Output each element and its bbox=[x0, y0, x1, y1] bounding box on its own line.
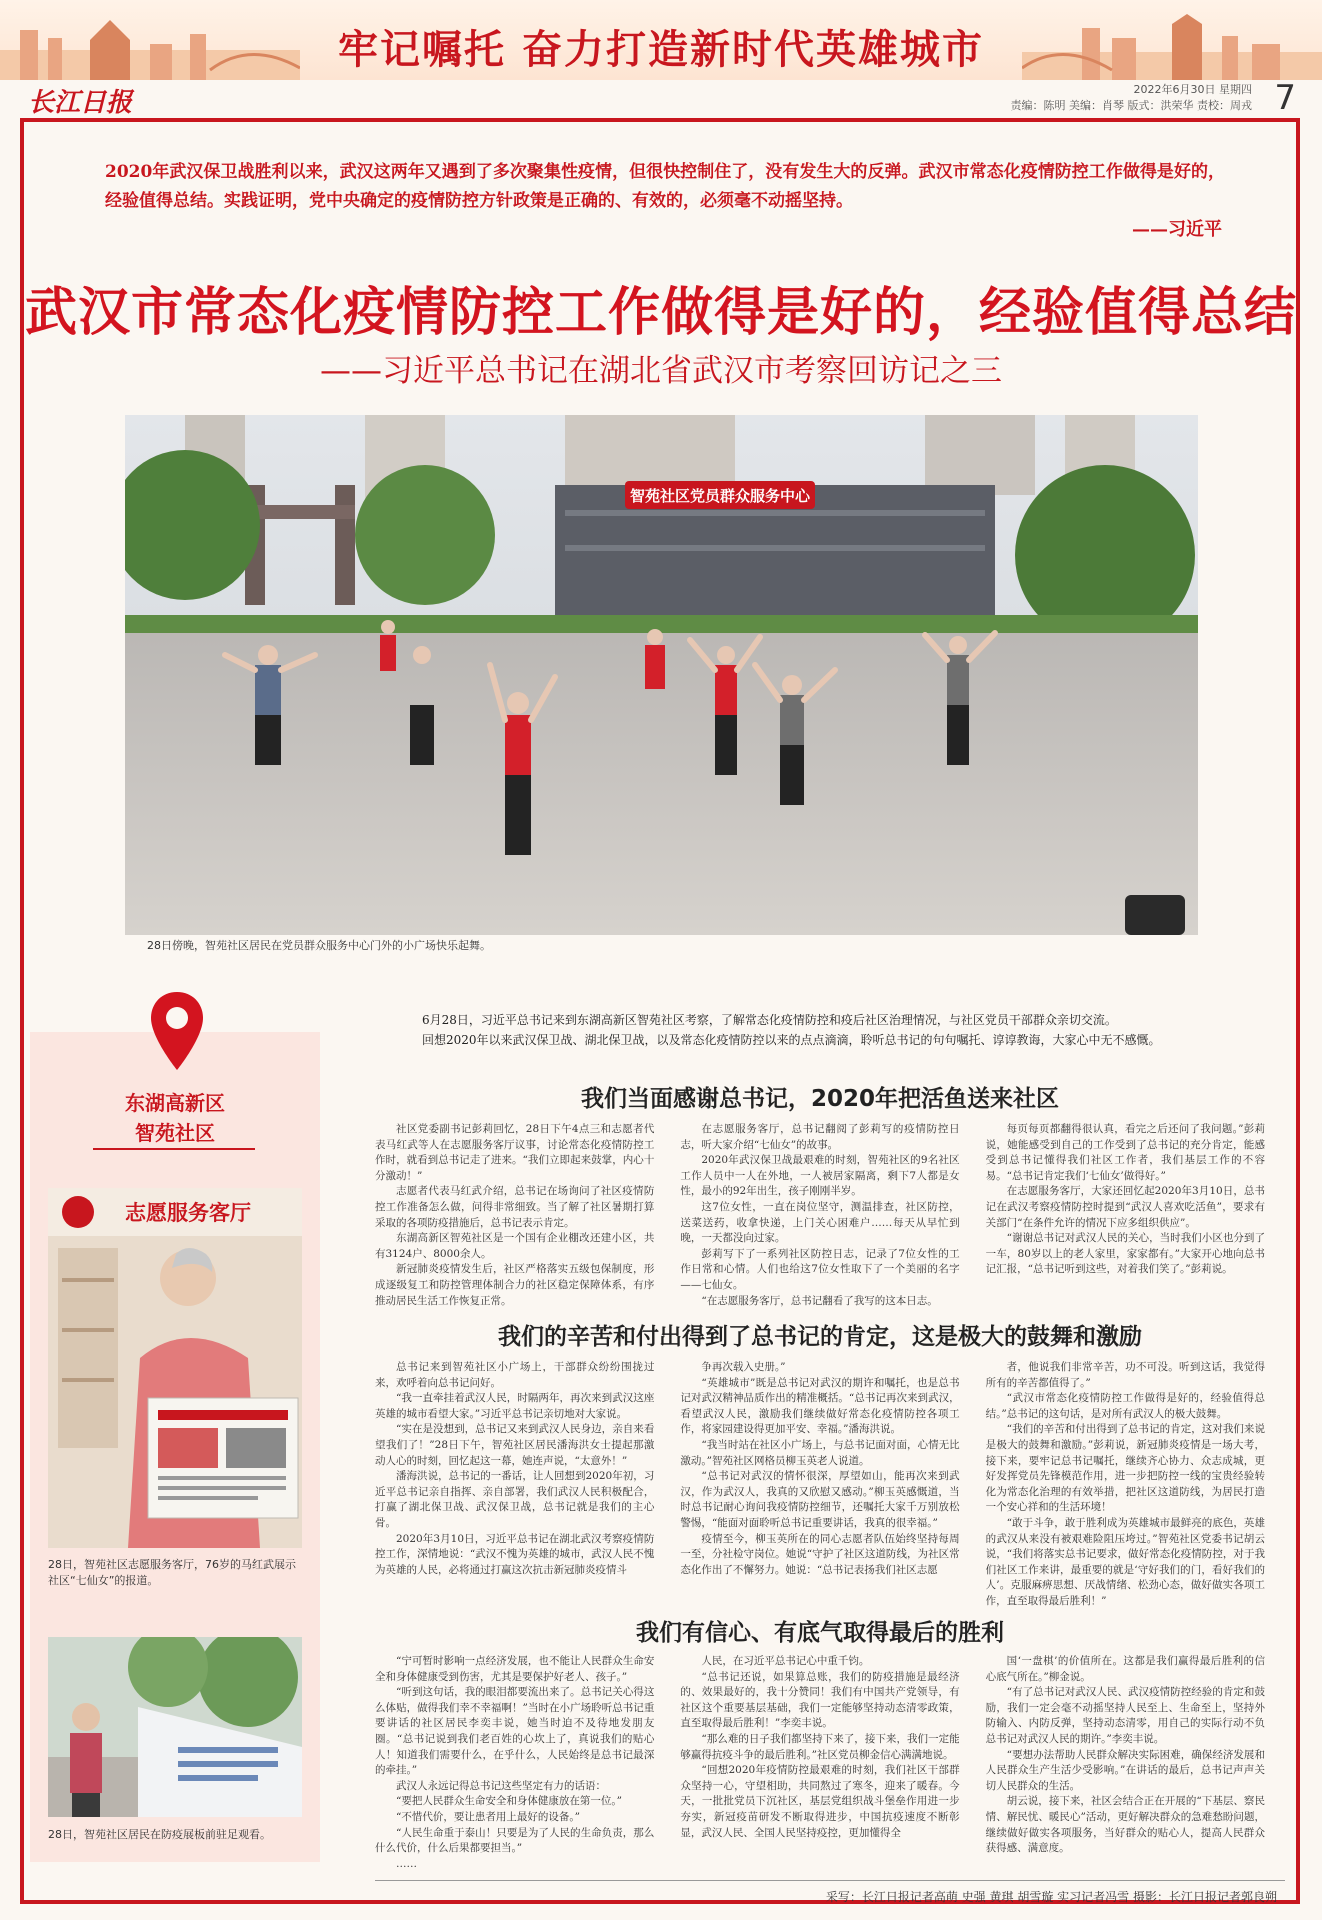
photo-volunteer-with-newspaper bbox=[48, 1188, 302, 1548]
main-photo-caption: 28日傍晚，智苑社区居民在党员群众服务中心门外的小广场快乐起舞。 bbox=[147, 939, 491, 952]
paragraph: 潘海洪说，总书记的一番话，让人回想到2020年初，习近平总书记亲自指挥、亲自部署，我们武汉人民积极配合，打赢了湖北保卫战、武汉保卫战，总书记就是我们的主心骨。 bbox=[375, 1470, 655, 1529]
page-number: 7 bbox=[1274, 78, 1296, 118]
paragraph: 胡云说，接下来，社区会结合正在开展的“下基层、察民情、解民忧、暖民心”活动，更好解决群众的急难愁盼问题，继续做好做实各项服务，当好群众的贴心人，提高人民群众获得感、满意度。 bbox=[985, 1795, 1265, 1855]
photo1-caption: 28日，智苑社区志愿服务客厅，76岁的马红武展示社区“七仙女”的报道。 bbox=[48, 1558, 296, 1587]
paragraph: “武汉市常态化疫情防控工作做得是好的，经验值得总结。”总书记的这句话，是对所有武汉人的极大鼓舞。 bbox=[985, 1392, 1265, 1420]
paragraph: 这7位女性，一直在岗位坚守，测温排查，社区防控，送菜送药，收拿快递，上门关心困难户……每天从早忙到晚，一天都没向过家。 bbox=[680, 1200, 960, 1245]
paragraph: “英雄城市”既是总书记对武汉的期许和嘱托，也是总书记对武汉精神品质作出的精准概括。“总书记再次来到武汉，看望武汉人民，激励我们继续做好常态化疫情防控各项工作，将家园建设得更加平安、幸福。”潘海洪说。 bbox=[680, 1376, 960, 1436]
paragraph: 彭莉写下了一系列社区防控日志，记录了7位女性的工作日常和心情。人们也给这7位女性取下了一个美丽的名字——七仙女。 bbox=[680, 1247, 960, 1291]
photo-residents-at-display-board bbox=[48, 1637, 302, 1817]
paragraph: “在志愿服务客厅，总书记翻看了我写的这本日志。 bbox=[701, 1294, 938, 1307]
issue-date: 2022年6月30日 星期四 bbox=[1133, 83, 1252, 96]
lead-paragraph: 6月28日，习近平总书记来到东湖高新区智苑社区考察，了解常态化疫情防控和疫后社区治理情况，与社区党员干部群众亲切交流。 bbox=[422, 1013, 1117, 1027]
paragraph: 人民，在习近平总书记心中重千钧。 bbox=[701, 1655, 870, 1667]
paragraph: 2020年武汉保卫战最艰难的时刻，智苑社区的9名社区工作人员中一人在外地，一人被居家隔离，剩下7人都是女性，最小的92年出生，孩子刚刚半岁。 bbox=[680, 1154, 960, 1198]
text-column bbox=[680, 1360, 959, 1610]
article-lead bbox=[398, 1010, 1268, 1050]
paragraph: 者，他说我们非常辛苦，功不可没。听到这话，我觉得所有的辛苦都值得了。” bbox=[985, 1361, 1265, 1389]
paragraph: “要把人民群众生命安全和身体健康放在第一位。” bbox=[396, 1795, 622, 1808]
section-body bbox=[375, 1122, 1265, 1309]
paragraph: “我一直牵挂着武汉人民，时隔两年，再次来到武汉这座英雄的城市看望大家。”习近平总书记亲切地对大家说。 bbox=[375, 1392, 655, 1420]
paragraph: 疫情至今，柳玉英所在的同心志愿者队伍始终坚持每周一至，分社检守岗位。她说“守护了社区这道防线，为社区常态化作出了不懈努力。她说：“总书记表扬我们社区志愿 bbox=[680, 1532, 960, 1576]
location-community: 智苑社区 bbox=[135, 1121, 215, 1145]
paragraph: 2020年3月10日，习近平总书记在湖北武汉考察疫情防控工作，深情地说：“武汉不愧为英雄的城市，武汉人民不愧为英雄的人民，必将通过打赢这次抗击新冠肺炎疫情斗 bbox=[375, 1532, 655, 1576]
paragraph: “那么难的日子我们都坚持下来了，接下来，我们一定能够赢得抗疫斗争的最后胜利。”社区党员柳金信心满满地说。 bbox=[680, 1732, 960, 1761]
headline: 武汉市常态化疫情防控工作做得是好的，经验值得总结 bbox=[24, 283, 1297, 343]
text-column bbox=[680, 1122, 959, 1309]
text-column bbox=[375, 1122, 654, 1309]
paragraph: “实在是没想到，总书记又来到武汉人民身边，亲自来看望我们了！”28日下午，智苑社区居民潘海洪女士提起那激动人心的时刻，回忆起这一幕，她连声说，“太意外！” bbox=[375, 1423, 655, 1467]
issue-meta bbox=[1011, 82, 1253, 114]
footer-divider bbox=[375, 1880, 1285, 1881]
paragraph: 每页每页都翻得很认真，看完之后还问了我问题。”彭莉说，她能感受到自己的工作受到了总书记的充分肯定，能感受到总书记懂得我们社区工作者，我们基层工作的不容易。“总书记肯定我们‘七仙女’做得好。” bbox=[985, 1123, 1265, 1182]
paragraph: “回想2020年疫情防控最艰难的时刻，我们社区干部群众坚持一心，守望相助，共同熬过了寒冬，迎来了暖春。今天，一批批党员下沉社区，基层党组织战斗堡垒作用进一步夯实，新冠疫苗研发不断取得进步，中国抗疫速度不断彰显，武汉人民、全国人民坚持疫控，更加懂得全 bbox=[680, 1764, 960, 1839]
location-district: 东湖高新区 bbox=[125, 1091, 225, 1115]
top-banner bbox=[0, 0, 1322, 80]
location-name bbox=[30, 1088, 320, 1148]
lead-paragraph: 回想2020年以来武汉保卫战、湖北保卫战，以及常态化疫情防控以来的点点滴滴，聆听总书记的句句嘱托、谆谆教诲，大家心中无不感慨。 bbox=[422, 1033, 1161, 1047]
editor-credits: 责编：陈明 美编：肖琴 版式：洪荣华 责校：周戎 bbox=[1010, 99, 1252, 112]
paragraph: 在志愿服务客厅，大家还回忆起2020年3月10日，总书记在武汉考察疫情防控时提到“武汉人喜欢吃活鱼”，要求有关部门“在条件允许的情况下应多组织供应”。 bbox=[985, 1185, 1265, 1229]
section-body bbox=[375, 1654, 1265, 1872]
section-title: 我们当面感谢总书记，2020年把活鱼送来社区 bbox=[580, 1086, 1059, 1112]
paragraph: “听到这句话，我的眼泪都要流出来了。总书记关心得这么体贴，做得我们幸不幸福啊！”当时在小广场聆听总书记重要讲话的社区居民李奕丰说，她当时迫不及待地发朋友圈。“总书记说到我们老百姓的心坎上了，真说我们的贴心人！知道我们需要什么，在乎什么，人民始终是总书记最深的牵挂。” bbox=[375, 1686, 655, 1777]
volunteer-room-sign: 志愿服务客厅 bbox=[125, 1200, 251, 1225]
paragraph: 东湖高新区智苑社区是一个国有企业棚改还建小区，共有3124户、8000余人。 bbox=[375, 1232, 655, 1260]
community-center-sign: 智苑社区党员群众服务中心 bbox=[629, 487, 811, 505]
paragraph: “人民生命重于泰山！只要是为了人民的生命负责，那么什么代价，什么后果都要担当。” bbox=[375, 1826, 655, 1855]
paragraph: “有了总书记对武汉人民、武汉疫情防控经验的肯定和鼓励，我们一定会毫不动摇坚持人民至上、生命至上，坚持外防输入、内防反弹，坚持动态清零，用自己的实际行动不负总书记对武汉人民的期许。”李奕丰说。 bbox=[985, 1686, 1265, 1745]
paragraph: 志愿者代表马红武介绍，总书记在场询问了社区疫情防控工作准备怎么做，问得非常细致。当了解了社区暑期打算采取的各项防疫措施后，总书记表示肯定。 bbox=[375, 1185, 655, 1229]
paragraph: 总书记来到智苑社区小广场上，干部群众纷纷围拢过来，欢呼着向总书记问好。 bbox=[375, 1361, 655, 1389]
paragraph: “不惜代价，要让患者用上最好的设备。” bbox=[396, 1810, 580, 1823]
paragraph: 在志愿服务客厅，总书记翻阅了彭莉写的疫情防控日志，听大家介绍“七仙女”的故事。 bbox=[680, 1123, 960, 1151]
location-underline bbox=[93, 1148, 255, 1150]
paragraph: …… bbox=[396, 1857, 417, 1870]
section-body bbox=[375, 1360, 1265, 1610]
paragraph: “总书记对武汉的情怀很深，厚望如山，能再次来到武汉，作为武汉人，我真的又欣慰又感动。”柳玉英感慨道，当时总书记耐心询问我疫情防控细节，还嘱托大家千万别放松警惕，“能面对面聆听总书记重要讲话，我真的很幸福。” bbox=[680, 1470, 960, 1529]
photo2-caption: 28日，智苑社区居民在防疫展板前驻足观看。 bbox=[48, 1828, 271, 1841]
main-photo-residents-dancing bbox=[125, 415, 1198, 935]
paragraph: 国‘一盘棋’的价值所在。这都是我们赢得最后胜利的信心底气所在。”柳金说。 bbox=[985, 1655, 1265, 1683]
subheadline: ——习近平总书记在湖北省武汉市考察回访记之三 bbox=[320, 353, 1002, 389]
newspaper-logo: 长江日报 bbox=[28, 88, 133, 118]
reporter-credits: 采写：长江日报记者高萌 史强 黄琪 胡雪璇 实习记者冯雪 摄影：长江日报记者郭良朔 bbox=[825, 1890, 1277, 1904]
text-column bbox=[986, 1122, 1265, 1309]
section-title: 我们的辛苦和付出得到了总书记的肯定，这是极大的鼓舞和激励 bbox=[498, 1324, 1142, 1350]
section-title: 我们有信心、有底气取得最后的胜利 bbox=[636, 1620, 1004, 1646]
leader-quote: 2020年武汉保卫战胜利以来，武汉这两年又遇到了多次聚集性疫情，但很快控制住了，没有发生大的反弹。武汉市常态化疫情防控工作做得是好的，经验值得总结。实践证明，党中央确定的疫情防控方针政策是正确的、有效的，必须毫不动摇坚持。 bbox=[105, 162, 1225, 211]
paragraph: “我当时站在社区小广场上，与总书记面对面，心情无比激动。”智苑社区网格员柳玉英老人说道。 bbox=[680, 1438, 960, 1467]
text-column bbox=[986, 1654, 1265, 1872]
paragraph: 争再次载入史册。” bbox=[701, 1361, 786, 1373]
text-column bbox=[680, 1654, 959, 1872]
paragraph: “敢于斗争，敢于胜利成为英雄城市最鲜亮的底色，英雄的武汉从来没有被艰难险阻压垮过。”智苑社区党委书记胡云说，“我们将落实总书记要求，做好常态化疫情防控，对于我们社区工作来讲，最重要的就是‘守好我们的门，看好我们的人’。克服麻痹思想、厌战情绪、松劲心态，做好做实各项工作，直至取得最后胜利！” bbox=[985, 1516, 1265, 1607]
text-column bbox=[375, 1360, 654, 1610]
location-pin-icon bbox=[148, 990, 206, 1072]
paragraph: “谢谢总书记对武汉人民的关心，当时我们小区也分到了一车，80岁以上的老人家里，家家都有。”大家开心地向总书记汇报，“总书记听到这些，对着我们笑了。”彭莉说。 bbox=[985, 1232, 1265, 1276]
text-column bbox=[986, 1360, 1265, 1610]
paragraph: “我们的辛苦和付出得到了总书记的肯定，这对我们来说是极大的鼓舞和激励。”彭莉说，新冠肺炎疫情是一场大考，接下来，要牢记总书记嘱托，继续齐心协力、众志成城，更好发挥党员先锋模范作用，进一步把防控一线的宝贵经验转化为常态化治理的有效举措，把社区这道防线，为居民打造一个安心祥和的生活环境！ bbox=[985, 1423, 1265, 1514]
paragraph: “宁可暂时影响一点经济发展，也不能让人民群众生命安全和身体健康受到伤害，尤其是要保护好老人、孩子。” bbox=[375, 1655, 655, 1683]
quote-author: ——习近平 bbox=[1132, 219, 1222, 240]
banner-slogan: 牢记嘱托 奋力打造新时代英雄城市 bbox=[338, 26, 984, 73]
paragraph: 新冠肺炎疫情发生后，社区严格落实五级包保制度，形成逐级复工和防控管理体制合力的社区稳定保障体系，有序推动居民生活工作恢复正常。 bbox=[375, 1263, 655, 1307]
paragraph: “要想办法帮助人民群众解决实际困难，确保经济发展和人民群众生产生活少受影响。”在讲话的最后，总书记声声关切人民群众的生活。 bbox=[985, 1748, 1265, 1792]
paragraph: 社区党委副书记彭莉回忆，28日下午4点三和志愿者代表马红武等人在志愿服务客厅议事，讨论常态化疫情防控工作时，就看到总书记走了进来。“我们立即起来鼓掌，内心十分激动！” bbox=[375, 1123, 655, 1182]
text-column bbox=[375, 1654, 654, 1872]
paragraph: “总书记还说，如果算总账，我们的防疫措施是最经济的、效果最好的，我十分赞同！我们有中国共产党领导，有社区这个重要基层基础，我们一定能够坚持动态清零政策，直至取得最后胜利！”李奕丰说。 bbox=[680, 1670, 960, 1730]
paragraph: 武汉人永远记得总书记这些坚定有力的话语： bbox=[396, 1779, 606, 1792]
